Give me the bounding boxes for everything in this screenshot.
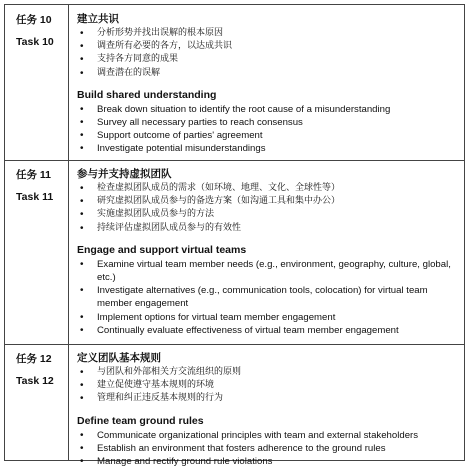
task-label-zh: 任务 10 [16, 14, 52, 26]
task-label-cell [5, 344, 69, 460]
heading-en: Build shared understanding [77, 88, 217, 101]
task-table [4, 4, 465, 468]
heading-zh: 定义团队基本规则 [77, 352, 161, 364]
heading-zh: 参与并支持虚拟团队 [77, 168, 172, 180]
list-item: • Continually evaluate effectiveness of virtual team member engagement [77, 324, 458, 337]
task-row [5, 344, 464, 468]
task-content [77, 160, 458, 337]
list-item: • 建立促使遵守基本规则的环境 [77, 379, 458, 392]
items-zh-list [77, 182, 458, 235]
task-label-cell [5, 5, 69, 160]
list-item: • Investigate alternatives (e.g., communication tools, colocation) for virtual team member engagement [77, 284, 458, 310]
list-item: • Examine virtual team member needs (e.g., environment, geography, culture, global, etc.) [77, 258, 458, 284]
items-zh-list [77, 366, 458, 406]
task-label-zh: 任务 12 [16, 353, 52, 365]
list-item: • Support outcome of parties' agreement [77, 129, 458, 142]
list-item: • Implement options for virtual team member engagement [77, 311, 458, 324]
task-label-en: Task 12 [16, 375, 54, 387]
task-content [77, 5, 458, 156]
task-content [77, 344, 458, 468]
list-item: • Break down situation to identify the root cause of a misunderstanding [77, 103, 458, 116]
items-en-list [77, 258, 458, 337]
list-item: • 持续评估虚拟团队成员参与的有效性 [77, 222, 458, 235]
list-item: • 研究虚拟团队成员参与的备选方案（如沟通工具和集中办公） [77, 195, 458, 208]
list-item: • Investigate potential misunderstandings [77, 142, 458, 155]
items-zh-list [77, 27, 458, 80]
list-item: • Survey all necessary parties to reach consensus [77, 116, 458, 129]
task-label-zh: 任务 11 [16, 169, 52, 181]
list-item: • 分析形势并找出误解的根本原因 [77, 27, 458, 40]
task-label-cell [5, 160, 69, 344]
task-row [5, 5, 464, 161]
list-item: • Communicate organizational principles with team and external stakeholders [77, 429, 458, 442]
task-label-en: Task 10 [16, 36, 54, 48]
task-label-en: Task 11 [16, 191, 54, 203]
list-item: • Manage and rectify ground rule violations [77, 455, 458, 468]
list-item: • 管理和纠正违反基本规则的行为 [77, 392, 458, 405]
list-item: • Establish an environment that fosters adherence to the ground rules [77, 442, 458, 455]
heading-en: Define team ground rules [77, 414, 204, 427]
task-row [5, 160, 464, 345]
list-item: • 支持各方同意的成果 [77, 53, 458, 66]
list-item: • 调查所有必要的各方，以达成共识 [77, 40, 458, 53]
list-item: • 与团队和外部相关方交流组织的原则 [77, 366, 458, 379]
items-en-list [77, 429, 458, 468]
list-item: • 调查潜在的误解 [77, 67, 458, 80]
list-item: • 实施虚拟团队成员参与的方法 [77, 208, 458, 221]
heading-zh: 建立共识 [77, 13, 119, 25]
heading-en: Engage and support virtual teams [77, 243, 247, 256]
items-en-list [77, 103, 458, 156]
list-item: • 检查虚拟团队成员的需求（如环境、地理、文化、全球性等） [77, 182, 458, 195]
